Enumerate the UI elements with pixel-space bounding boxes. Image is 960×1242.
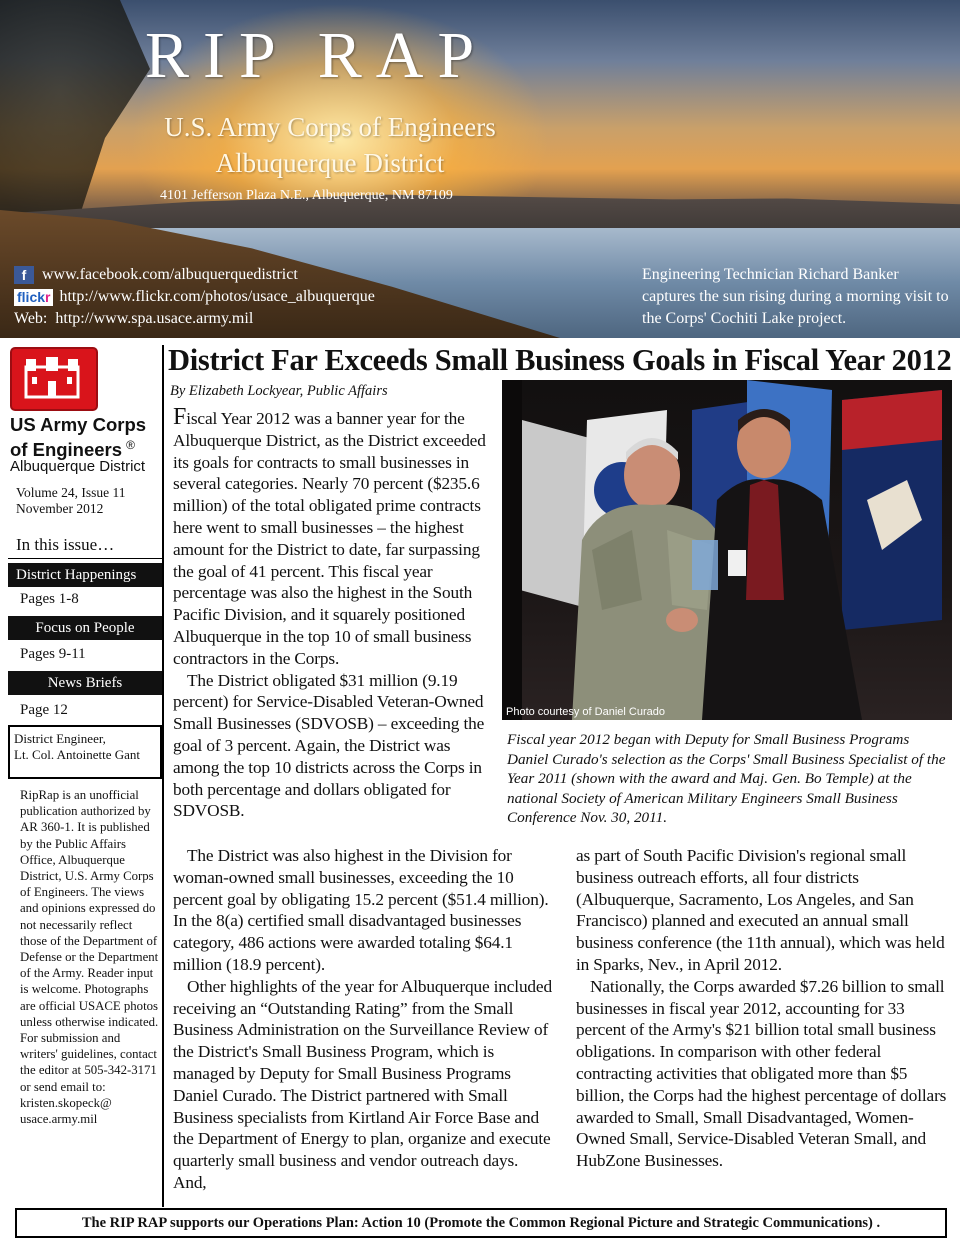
masthead-links: [14, 264, 375, 330]
flickr-link[interactable]: http://www.flickr.com/photos/usace_albuquerque: [59, 288, 375, 305]
registered-mark: ®: [126, 438, 135, 452]
facebook-link-row: [14, 264, 375, 286]
article-paragraph: Nationally, the Corps awarded $7.26 billion to small businesses in fiscal year 2012, accounting for 33 percent of the Army's $21 billion total small business obligations. In comparison with other federal contracting activities that obligated more than $5 billion, the Corps had the highest percentage of dollars awarded to Small, Small Disadvantaged, Women-Owned Small, Service-Disabled Veteran Small, and HubZone Businesses.: [576, 976, 947, 1171]
mesa-silhouette: [0, 185, 960, 233]
article-paragraph: The District obligated $31 million (9.19 percent) for Service-Disabled Veteran-Owned Small Businesses (SDVOSB) – exceeding the goal of 3 percent. Again, the District was among the top 10 districts across the Corps in both percentage and dollars obligated for SDVOSB.: [173, 670, 485, 821]
flickr-link-row: [14, 286, 375, 308]
newsletter-title: RIP RAP: [145, 19, 489, 92]
castle-icon: [24, 357, 80, 399]
usace-castle-logo: [10, 347, 98, 411]
masthead-org-line2: Albuquerque District: [215, 148, 445, 178]
section-district-happenings: District Happenings: [8, 563, 162, 587]
volume-issue: Volume 24, Issue 11: [16, 485, 126, 500]
sidebar-org-line1: US Army Corps: [10, 414, 147, 435]
facebook-link[interactable]: www.facebook.com/albuquerquedistrict: [42, 266, 298, 283]
section-pages: Page 12: [20, 702, 68, 718]
facebook-icon: f: [14, 266, 34, 284]
sidebar-org-line2: of Engineers ®: [10, 438, 135, 461]
web-label: Web:: [14, 310, 48, 327]
web-link-row: [14, 308, 375, 330]
cover-photo-caption: Engineering Technician Richard Banker captures the sun rising during a morning visit to the Corps' Cochiti Lake project.: [642, 266, 949, 327]
district-engineer-box: [8, 725, 162, 779]
sidebar-district: Albuquerque District: [10, 458, 146, 475]
publication-disclaimer: RipRap is an unofficial publication authorized by AR 360-1. It is published by the Public Affairs Office, Albuquerque District, U.S. Army Corps of Engineers. The views and opinions expressed do not necessarily reflect those of the Department of Defense or the Department of the Army. Reader input is welcome. Photographs are official USACE photos unless otherwise indicated. For submission and writers' guidelines, contact the editor at 505-342-3171 or send email to: kristen.skopeck@ usace.army.mil: [20, 788, 159, 1127]
masthead-cover-photo: [0, 0, 960, 338]
photo-credit: Photo courtesy of Daniel Curado: [506, 706, 665, 718]
article-column-3: [576, 845, 948, 1172]
article-headline: District Far Exceeds Small Business Goals in Fiscal Year 2012: [168, 343, 952, 377]
engineer-name: Lt. Col. Antoinette Gant: [14, 747, 141, 762]
sidebar: [8, 345, 160, 1205]
operations-plan-footer: The RIP RAP supports our Operations Plan: Action 10 (Promote the Common Regional Picture and Strategic Communications) .: [15, 1208, 947, 1238]
section-news-briefs: News Briefs: [8, 671, 162, 695]
section-focus-on-people: Focus on People: [8, 616, 162, 640]
drop-cap: F: [173, 404, 187, 430]
article-paragraph: The District was also highest in the Division for woman-owned small businesses, exceeding the 10 percent goal by obligating 15.2 percent ($51.4 million). In the 8(a) certified small disadvantaged businesses category, 486 actions were awarded totaling $64.1 million (18.9 percent).: [173, 846, 549, 974]
issue-info: [16, 485, 126, 517]
article-column-1: [173, 404, 493, 822]
masthead-org-line1: U.S. Army Corps of Engineers: [164, 112, 496, 142]
article-paragraph: Fiscal Year 2012 was a banner year for the Albuquerque District, as the District exceeded its goals for contracts to small businesses in several categories. Nearly 70 percent ($235.6 million) of the total obligated prime contracts here went to small businesses – the highest amount for the District to date, far surpassing the goal of 41 percent. This fiscal year percentage was also the highest in the South Pacific Division, and it squarely positioned Albuquerque in the top 10 of small business contractors in the Corps.: [173, 404, 486, 668]
flickr-icon: flickr: [14, 289, 53, 306]
award-photo: [502, 380, 952, 720]
article-column-2: [173, 845, 553, 1194]
engineer-title: District Engineer,: [14, 731, 106, 746]
issue-date: November 2012: [16, 501, 104, 516]
masthead-address: 4101 Jefferson Plaza N.E., Albuquerque, NM 87109: [160, 188, 453, 203]
article-paragraph: Other highlights of the year for Albuquerque included receiving an “Outstanding Rating” from the Small Business Administration on the Surveillance Review of the District's Small Business Program, which is managed by Deputy for Small Business Programs Daniel Curado. The District partnered with Small Business specialists from Kirtland Air Force Base and the Department of Energy to plan, organize and execute quarterly small business and vendor outreach days. And,: [173, 976, 552, 1192]
section-pages: Pages 9-11: [20, 646, 86, 662]
photo-caption: Fiscal year 2012 began with Deputy for Small Business Programs Daniel Curado's selection as the Corps' Small Business Specialist of the Year 2011 (shown with the award and Maj. Gen. Bo Temple) at the national Society of American Military Engineers Small Business Conference Nov. 30, 2011.: [507, 731, 946, 827]
article-byline: By Elizabeth Lockyear, Public Affairs: [170, 383, 388, 399]
in-this-issue-heading: In this issue…: [16, 535, 115, 554]
award-photo-illustration: [502, 380, 952, 720]
article-paragraph: as part of South Pacific Division's regional small business outreach efforts, all four districts (Albuquerque, Sacramento, Los Angeles, and San Francisco) planned and executed an annual small business conference (the 11th annual), which was held in Sparks, Nev., in April 2012.: [576, 846, 945, 974]
section-pages: Pages 1-8: [20, 591, 79, 607]
web-link[interactable]: http://www.spa.usace.army.mil: [55, 310, 254, 327]
divider: [8, 558, 162, 559]
column-divider: [162, 345, 164, 1207]
